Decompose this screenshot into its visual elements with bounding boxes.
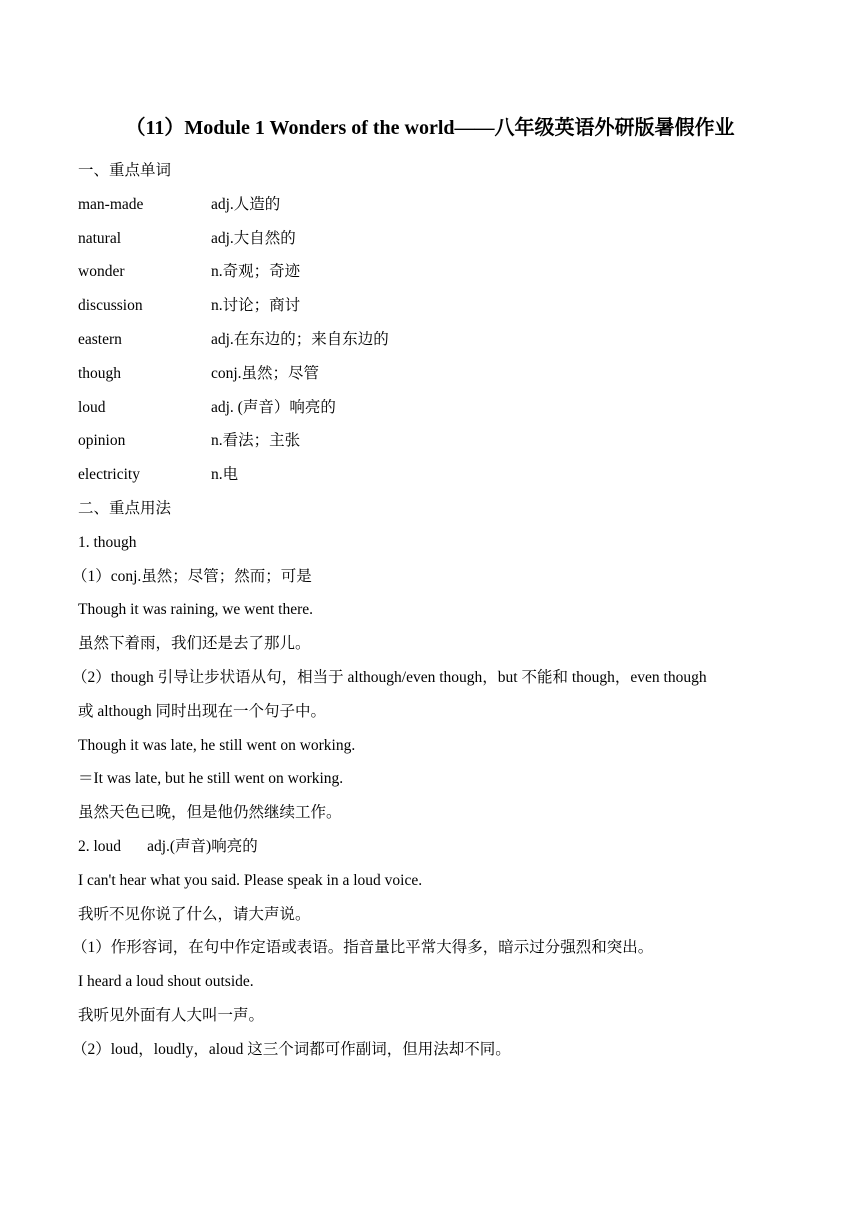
vocab-word: discussion bbox=[78, 297, 143, 315]
example-sentence-en: I can't hear what you said. Please speak in a loud voice. bbox=[78, 871, 423, 889]
vocab-row bbox=[78, 255, 790, 289]
example-sentence-en: Though it was raining, we went there. bbox=[78, 601, 314, 619]
vocab-word: eastern bbox=[78, 330, 122, 348]
document-title: （11）Module 1 Wonders of the world——八年级英语外研版暑假作业 bbox=[125, 117, 735, 139]
vocab-definition: n.讨论；商讨 bbox=[211, 297, 301, 315]
vocab-row bbox=[78, 188, 790, 222]
section-heading-key-words: 一、重点单词 bbox=[78, 162, 172, 179]
vocab-word: electricity bbox=[78, 466, 140, 484]
vocab-row bbox=[78, 323, 790, 357]
usage-item-title: 1. though bbox=[78, 533, 137, 551]
vocab-row bbox=[78, 289, 790, 323]
vocab-definition: adj.大自然的 bbox=[211, 229, 296, 247]
example-sentence-zh: 我听不见你说了什么，请大声说。 bbox=[78, 905, 311, 923]
vocab-word: man-made bbox=[78, 195, 144, 213]
vocab-row bbox=[78, 222, 790, 256]
example-sentence-zh: 虽然天色已晚，但是他仍然继续工作。 bbox=[78, 804, 342, 822]
vocab-word: wonder bbox=[78, 263, 125, 281]
vocab-definition: n.看法；主张 bbox=[211, 432, 301, 450]
usage-item-definition: adj.(声音)响亮的 bbox=[147, 837, 258, 855]
vocab-row bbox=[78, 458, 790, 492]
example-sentence-zh: 我听见外面有人大叫一声。 bbox=[78, 1006, 265, 1024]
usage-point: （1）conj.虽然；尽管；然而；可是 bbox=[72, 567, 312, 585]
vocab-definition: adj.在东边的；来自东边的 bbox=[211, 330, 389, 348]
vocab-word: opinion bbox=[78, 432, 126, 450]
usage-point-continuation: 或 although 同时出现在一个句子中。 bbox=[78, 702, 326, 720]
vocab-definition: adj.人造的 bbox=[211, 195, 281, 213]
usage-point: （2）though 引导让步状语从句，相当于 although/even though，but 不能和 though，even though bbox=[72, 668, 707, 686]
vocab-definition: adj. (声音）响亮的 bbox=[211, 398, 336, 416]
vocab-word: though bbox=[78, 364, 122, 382]
vocab-row bbox=[78, 424, 790, 458]
usage-point: （2）loud，loudly，aloud 这三个词都可作副词，但用法却不同。 bbox=[72, 1040, 511, 1058]
vocab-row bbox=[78, 391, 790, 425]
vocab-list bbox=[78, 188, 790, 492]
vocab-word: loud bbox=[78, 398, 106, 416]
example-sentence-en: I heard a loud shout outside. bbox=[78, 973, 254, 991]
section-heading-key-usage: 二、重点用法 bbox=[78, 499, 172, 517]
example-sentence-zh: 虽然下着雨，我们还是去了那儿。 bbox=[78, 635, 311, 653]
usage-item-title bbox=[78, 830, 790, 864]
document-body bbox=[72, 154, 790, 1067]
vocab-definition: n.电 bbox=[211, 466, 239, 484]
example-sentence-en: Though it was late, he still went on working. bbox=[78, 736, 356, 754]
vocab-word: natural bbox=[78, 229, 122, 247]
example-sentence-en-alt: ＝It was late, but he still went on working. bbox=[78, 770, 344, 788]
usage-item-word: 2. loud bbox=[78, 837, 122, 855]
vocab-definition: n.奇观；奇迹 bbox=[211, 263, 301, 281]
vocab-definition: conj.虽然；尽管 bbox=[211, 364, 320, 382]
usage-point: （1）作形容词，在句中作定语或表语。指音量比平常大得多，暗示过分强烈和突出。 bbox=[72, 939, 654, 957]
vocab-row bbox=[78, 357, 790, 391]
